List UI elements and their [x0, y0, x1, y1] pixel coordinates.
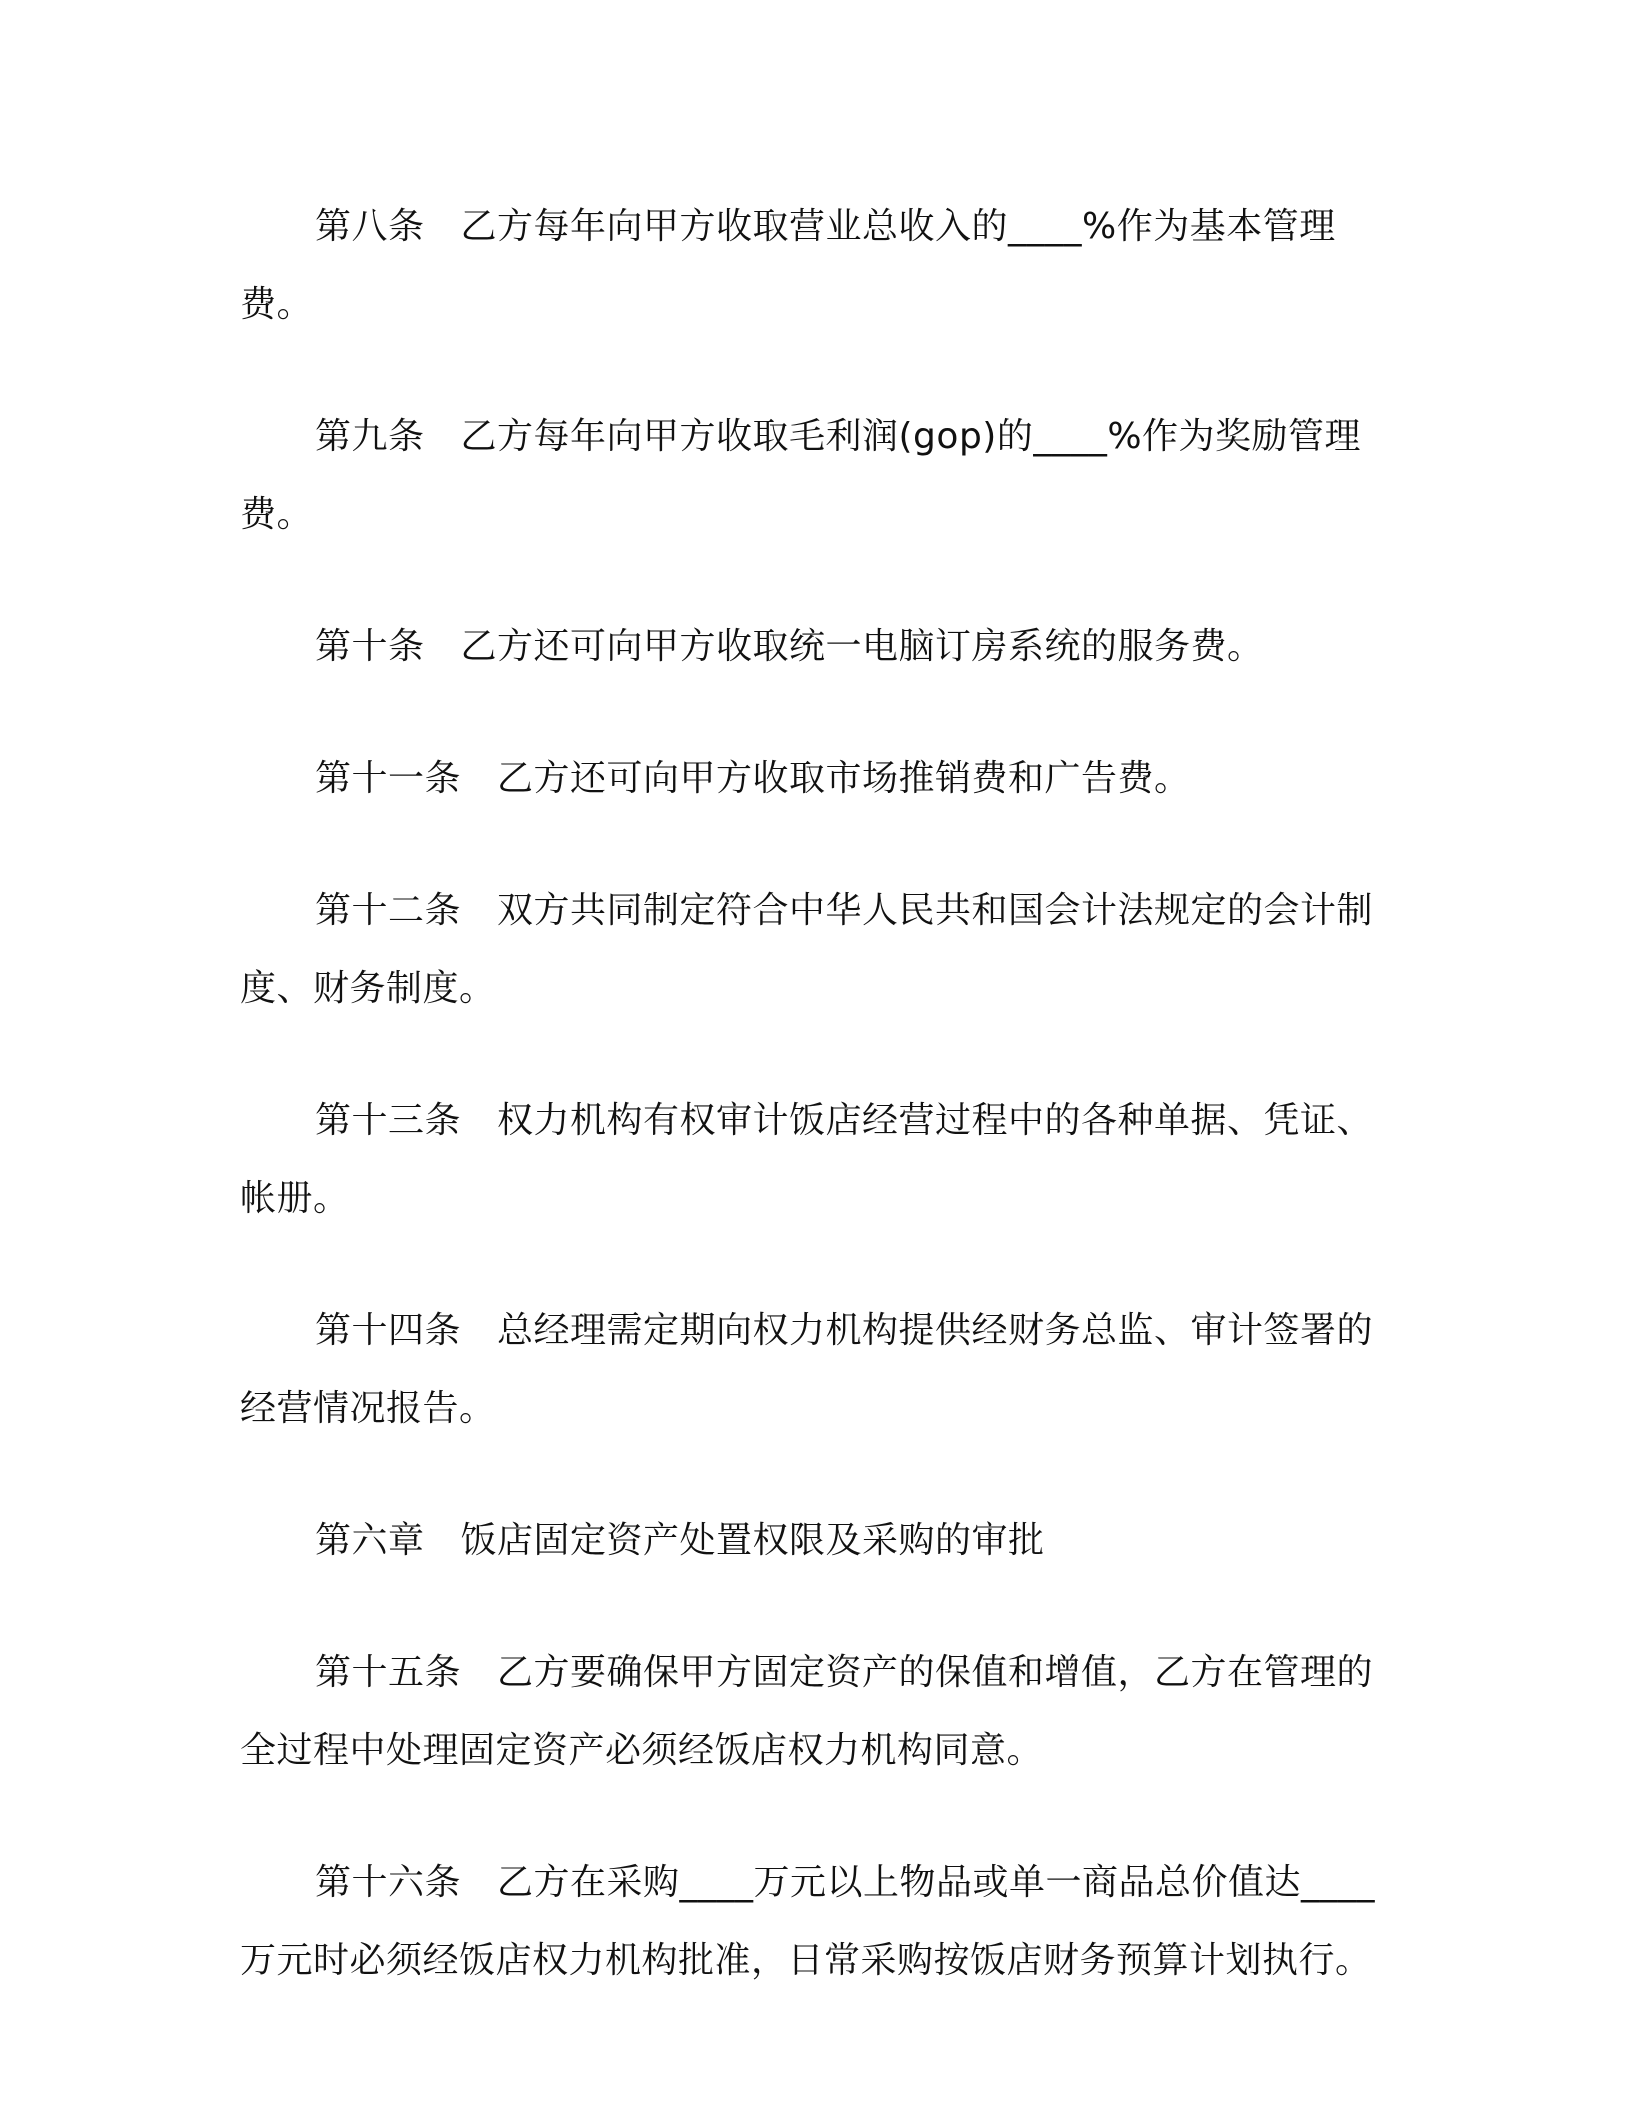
- article-14: [240, 1292, 1392, 1448]
- article-12: [240, 872, 1392, 1028]
- article-text: 乙方在采购____万元以上物品或单一商品总价值达____万元时必须经饭店权力机构批准，日常采购按饭店财务预算计划执行。: [240, 1862, 1376, 1981]
- article-11: [240, 740, 1392, 818]
- article-number: 第十条: [315, 626, 425, 667]
- article-number: 第十二条: [315, 890, 462, 931]
- article-number: 第十六条: [315, 1862, 462, 1903]
- article-8: [240, 188, 1392, 344]
- article-text: 双方共同制定符合中华人民共和国会计法规定的会计制度、财务制度。: [240, 890, 1374, 1009]
- article-number: 第十一条: [315, 758, 462, 799]
- article-number: 第八条: [315, 206, 425, 247]
- chapter-title: 饭店固定资产处置权限及采购的审批: [460, 1520, 1045, 1561]
- article-text: 乙方每年向甲方收取营业总收入的____%作为基本管理费。: [240, 206, 1336, 325]
- article-15: [240, 1634, 1392, 1790]
- chapter-heading: [240, 1502, 1392, 1580]
- article-text: 乙方要确保甲方固定资产的保值和增值，乙方在管理的全过程中处理固定资产必须经饭店权力机构同意。: [240, 1652, 1374, 1771]
- article-16: [240, 1844, 1392, 2000]
- article-number: 第十四条: [315, 1310, 462, 1351]
- article-13: [240, 1082, 1392, 1238]
- article-text: 乙方每年向甲方收取毛利润(gop)的____%作为奖励管理费。: [240, 416, 1362, 535]
- article-number: 第十五条: [315, 1652, 462, 1693]
- article-9: [240, 398, 1392, 554]
- article-10: [240, 608, 1392, 686]
- article-number: 第九条: [315, 416, 425, 457]
- chapter-number: 第六章: [315, 1520, 425, 1561]
- article-text: 权力机构有权审计饭店经营过程中的各种单据、凭证、帐册。: [240, 1100, 1374, 1219]
- article-text: 总经理需定期向权力机构提供经财务总监、审计签署的经营情况报告。: [240, 1310, 1374, 1429]
- article-text: 乙方还可向甲方收取统一电脑订房系统的服务费。: [460, 626, 1264, 667]
- article-number: 第十三条: [315, 1100, 462, 1141]
- article-text: 乙方还可向甲方收取市场推销费和广告费。: [497, 758, 1191, 799]
